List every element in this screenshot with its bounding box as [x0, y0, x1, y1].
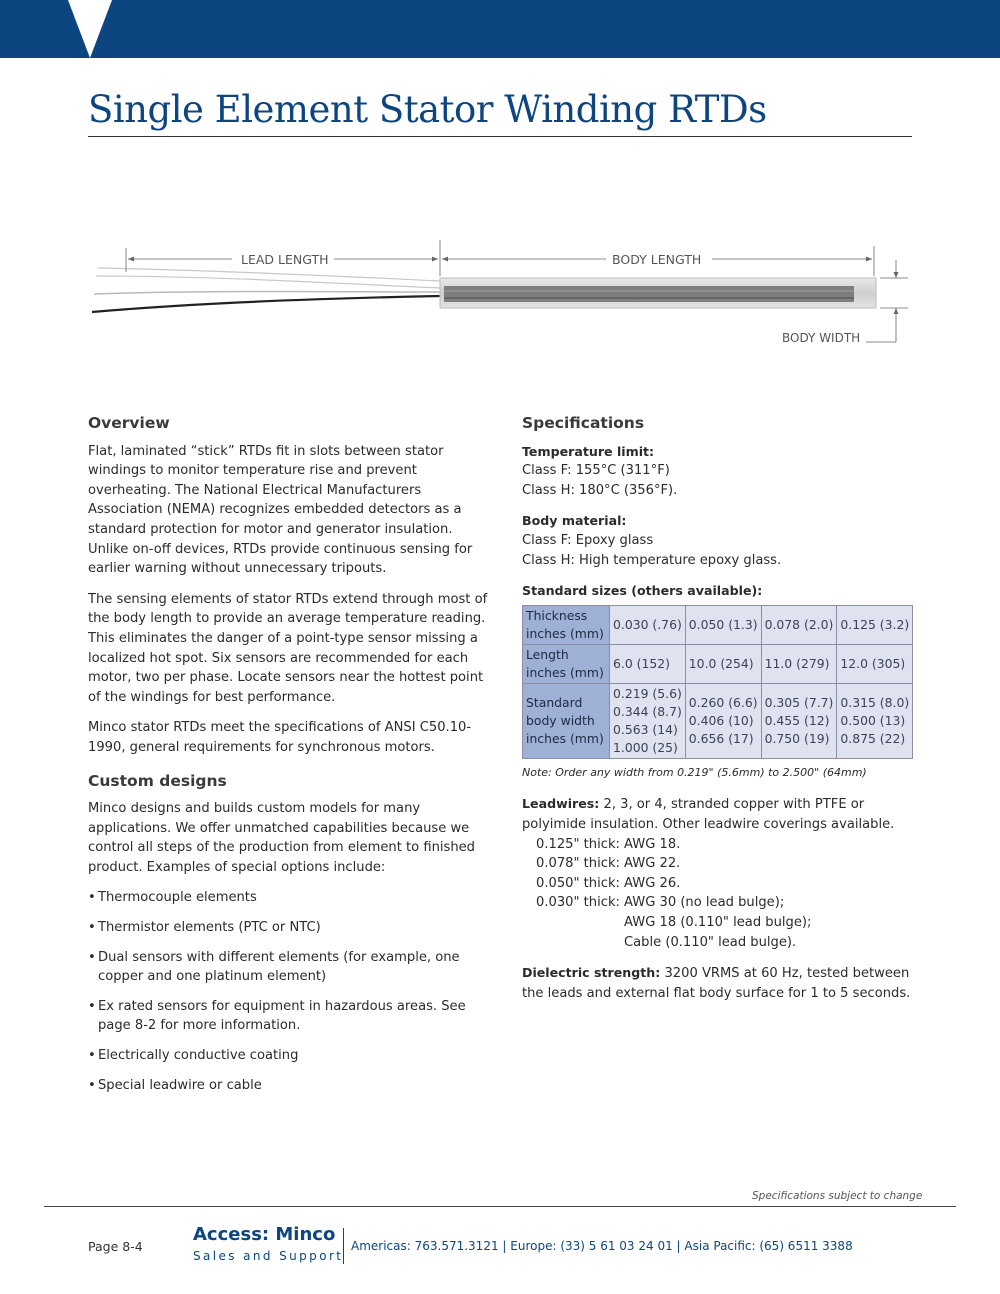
- custom-heading: Custom designs: [88, 771, 227, 790]
- list-item: • Thermistor elements (PTC or NTC): [88, 918, 488, 938]
- leadwire-gauge-list: [536, 835, 917, 953]
- table-cell: [685, 683, 761, 758]
- body-material-label: Body material:: [522, 513, 627, 529]
- table-cell: 0.030 (.76): [610, 605, 686, 644]
- body-material: [522, 511, 917, 570]
- lead-gauge: AWG 18 (0.110" lead bulge);: [624, 914, 812, 930]
- list-item: [536, 874, 917, 894]
- list-item: • Electrically conductive coating: [88, 1046, 488, 1066]
- table-row: [523, 644, 913, 683]
- overview-heading: Overview: [88, 414, 170, 432]
- dielectric-label: Dielectric strength:: [522, 965, 661, 981]
- sales-and-support: Sales and Support: [193, 1249, 344, 1263]
- width-value: 0.563 (14): [613, 721, 678, 737]
- width-value: 0.750 (19): [764, 730, 830, 746]
- spec-line: Class H: High temperature epoxy glass.: [522, 552, 782, 568]
- list-item: [536, 893, 917, 913]
- lead-gauge: AWG 22.: [624, 856, 681, 872]
- list-item: [536, 854, 917, 874]
- table-cell: [761, 683, 837, 758]
- spec-line: Class F: Epoxy glass: [522, 532, 654, 548]
- leadwires-label: Leadwires:: [522, 796, 600, 812]
- lead-gauge: AWG 30 (no lead bulge);: [624, 895, 785, 911]
- lead-wire-3: [94, 292, 440, 295]
- width-value: 0.219 (5.6): [613, 685, 682, 701]
- lead-gauge: AWG 18.: [624, 836, 681, 852]
- list-item: • Special leadwire or cable: [88, 1076, 488, 1096]
- rtd-diagram: [88, 232, 912, 362]
- table-cell: 0.050 (1.3): [685, 605, 761, 644]
- header-band: [0, 0, 1000, 58]
- width-value: 0.656 (17): [688, 730, 754, 746]
- dielectric-strength: [522, 963, 917, 1003]
- lead-thickness: [536, 933, 624, 953]
- lead-thickness: 0.125" thick:: [536, 836, 620, 852]
- overview-paragraph: The sensing elements of stator RTDs extend through most of the body length to provide an average temperature reading. This eliminates the danger of a point-type sensor missing a localized hot spot. Six sensors are recommended for each motor, two per phase. Locate sensors near the hottest point of the windings for best performance.: [88, 591, 488, 705]
- footer-note: Specifications subject to change: [752, 1190, 923, 1202]
- body-length-label: BODY LENGTH: [612, 252, 702, 267]
- header-notch: [68, 0, 112, 58]
- footer-separator: [343, 1228, 344, 1264]
- contact-numbers: Americas: 763.571.3121 | Europe: (33) 5 61 03 24 01 | Asia Pacific: (65) 6511 3388: [351, 1239, 853, 1253]
- width-value: 0.500 (13): [840, 712, 906, 728]
- width-value: 0.315 (8.0): [840, 694, 910, 710]
- page-number: Page 8-4: [88, 1239, 143, 1254]
- list-item: [536, 835, 917, 855]
- lead-thickness: 0.030" thick:: [536, 895, 620, 911]
- standard-sizes-label: Standard sizes (others available):: [522, 583, 763, 599]
- spec-line: Class H: 180°C (356°F).: [522, 482, 678, 498]
- width-value: 0.344 (8.7): [613, 703, 682, 719]
- width-value: 0.260 (6.6): [688, 694, 758, 710]
- overview-paragraph: Flat, laminated “stick” RTDs fit in slots between stator windings to monitor temperature rise and prevent overheating. The National Electrical Manufacturers Association (NEMA) recognizes embedded detectors as a standard protection for motor and generator insulation. Unlike on-off devices, RTDs provide continuous sensing for earlier warning without unnecessary tripouts.: [88, 443, 473, 577]
- table-cell: 10.0 (254): [685, 644, 761, 683]
- width-value: 0.305 (7.7): [764, 694, 834, 710]
- list-item: [536, 913, 917, 933]
- row-header-length: Length inches (mm): [523, 644, 610, 683]
- lead-wire-1: [98, 268, 440, 281]
- dielectric-text: 3200 VRMS at 60 Hz, tested between the leads and external flat body surface for 1 to 5 seconds.: [522, 966, 911, 1001]
- table-cell: 0.125 (3.2): [837, 605, 913, 644]
- lead-gauge: Cable (0.110" lead bulge).: [624, 934, 797, 950]
- lead-thickness: 0.050" thick:: [536, 875, 620, 891]
- row-header-width: Standard body width inches (mm): [523, 683, 610, 758]
- spec-line: Class F: 155°C (311°F): [522, 463, 670, 479]
- leadwires: [522, 794, 917, 952]
- custom-options-list: [88, 888, 488, 1095]
- temperature-limit-label: Temperature limit:: [522, 443, 655, 459]
- width-value: 0.406 (10): [688, 712, 754, 728]
- custom-intro: Minco designs and builds custom models for many applications. We offer unmatched capabilities because we control all steps of the production from element to finished product. Examples of special options include:: [88, 801, 475, 875]
- width-value: 0.875 (22): [840, 730, 906, 746]
- overview-paragraph: Minco stator RTDs meet the specifications of ANSI C50.10-1990, general requirements for synchronous motors.: [88, 720, 472, 755]
- lead-wire-4: [92, 296, 440, 312]
- table-cell: 0.078 (2.0): [761, 605, 837, 644]
- lead-gauge: AWG 26.: [624, 875, 681, 891]
- table-cell: [837, 683, 913, 758]
- row-header-thickness: Thickness inches (mm): [523, 605, 610, 644]
- lead-thickness: 0.078" thick:: [536, 856, 620, 872]
- table-row: [523, 683, 913, 758]
- sensing-element: [444, 286, 854, 302]
- title-divider: [88, 136, 912, 137]
- list-item: • Thermocouple elements: [88, 888, 488, 908]
- width-value: 1.000 (25): [613, 739, 678, 755]
- standard-sizes-table: [522, 605, 913, 759]
- left-column: [88, 414, 488, 1105]
- list-item: [536, 933, 917, 953]
- lead-wire-2: [96, 276, 440, 288]
- access-minco-logo: Access: Minco: [193, 1224, 336, 1245]
- lead-thickness: [536, 913, 624, 933]
- footer-divider: [44, 1206, 956, 1207]
- width-note: Note: Order any width from 0.219" (5.6mm) to 2.500" (64mm): [522, 765, 867, 779]
- leadwires-text: 2, 3, or 4, stranded copper with PTFE or polyimide insulation. Other leadwire coverings available.: [522, 797, 895, 832]
- lead-length-label: LEAD LENGTH: [241, 252, 329, 267]
- list-item: • Ex rated sensors for equipment in hazardous areas. See page 8-2 for more information.: [88, 997, 488, 1036]
- table-cell: 12.0 (305): [837, 644, 913, 683]
- page-title: Single Element Stator Winding RTDs: [88, 88, 767, 131]
- list-item: • Dual sensors with different elements (for example, one copper and one platinum element): [88, 948, 488, 987]
- width-value: 0.455 (12): [764, 712, 830, 728]
- temperature-limit: [522, 442, 917, 501]
- table-cell: 11.0 (279): [761, 644, 837, 683]
- table-cell: 6.0 (152): [610, 644, 686, 683]
- table-row: [523, 605, 913, 644]
- specifications-heading: Specifications: [522, 414, 645, 432]
- body-width-label: BODY WIDTH: [782, 331, 861, 345]
- right-column: [522, 414, 917, 1003]
- table-cell: [610, 683, 686, 758]
